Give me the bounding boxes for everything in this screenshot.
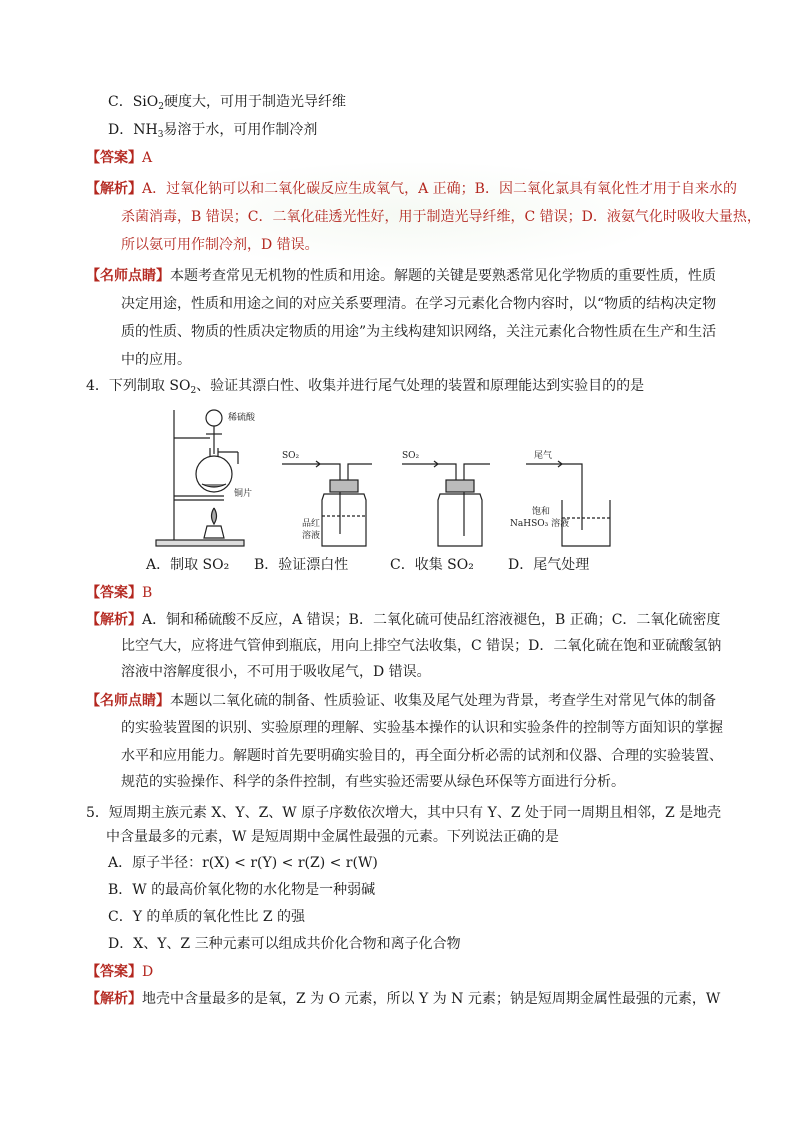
- caption-c: C．收集 SO₂: [390, 557, 474, 573]
- q5-analysis-line-1: 【解析】地壳中含量最多的是氧，Z 为 O 元素，所以 Y 为 N 元素；钠是短周期金属性最强的元素，W: [86, 991, 721, 1007]
- q4-analysis-line-2: 比空气大，应将进气管伸到瓶底，用向上排空气法收集，C 错误；D．二氧化硫在饱和亚硫酸氢钠: [121, 638, 722, 654]
- label-so2-c: SO₂: [402, 451, 420, 461]
- apparatus-d: [526, 461, 610, 546]
- label-dilute-sulfuric-acid: 稀硫酸: [228, 413, 256, 423]
- q5-option-a: A．原子半径：r(X) < r(Y) < r(Z) < r(W): [108, 855, 378, 871]
- q5-option-b: B．W 的最高价氧化物的水化物是一种弱碱: [108, 882, 376, 898]
- label-copper: 铜片: [234, 489, 253, 499]
- apparatus-a: [156, 410, 244, 546]
- q3-answer: 【答案】A: [86, 150, 153, 166]
- q4-comment-line-1: 【名师点睛】本题以二氧化硫的制备、性质验证、收集及尾气处理为背景，考查学生对常见气体的制备: [86, 693, 716, 709]
- q5-stem-line-2: 中含量最多的元素，W 是短周期中金属性最强的元素。下列说法正确的是: [106, 829, 559, 845]
- apparatus-figure: [152, 404, 622, 552]
- option-c: C．SiO$_2$硬度大，可用于制造光导纤维: [108, 94, 346, 112]
- apparatus-c: [402, 461, 490, 546]
- label-so2-b: SO₂: [282, 451, 300, 461]
- q4-comment-line-4: 规范的实验操作、科学的条件控制，有些实验还需要从绿色环保等方面进行分析。: [121, 774, 625, 790]
- label-nahso3: NaHSO₃ 溶液: [510, 519, 570, 529]
- q5-stem-line-1: 5．短周期主族元素 X、Y、Z、W 原子序数依次增大，其中只有 Y、Z 处于同一周期且相邻，Z 是地壳: [86, 805, 722, 821]
- caption-b: B．验证漂白性: [254, 557, 349, 573]
- option-d: D．$NH_3$易溶于水，可用作制冷剂: [108, 122, 318, 140]
- q5-answer: 【答案】D: [86, 964, 154, 980]
- caption-d: D．尾气处理: [508, 557, 590, 573]
- apparatus-b: [282, 461, 372, 546]
- q4-comment-line-3: 水平和应用能力。解题时首先要明确实验目的，再全面分析必需的试剂和仪器、合理的实验装置、: [121, 748, 723, 764]
- q4-comment-line-2: 的实验装置图的识别、实验原理的理解、实验基本操作的认识和实验条件的控制等方面知识的掌握: [121, 720, 723, 736]
- q3-comment-line-4: 中的应用。: [121, 352, 191, 368]
- q4-stem: 4．下列制取 $SO_2$、验证其漂白性、收集并进行尾气处理的装置和原理能达到实验目的的是: [86, 378, 645, 396]
- q4-analysis-line-3: 溶液中溶解度很小，不可用于吸收尾气，D 错误。: [121, 664, 431, 680]
- label-pinhong: 品红: [302, 519, 321, 529]
- q3-comment-line-2: 决定用途，性质和用途之间的对应关系要理清。在学习元素化合物内容时，以“物质的结构决定物: [121, 296, 717, 312]
- q3-comment-line-1: 【名师点睛】本题考查常见无机物的性质和用途。解题的关键是要熟悉常见化学物质的重要性质，性质: [86, 268, 716, 284]
- caption-a: A．制取 SO₂: [146, 557, 230, 573]
- label-solution: 溶液: [302, 531, 321, 541]
- q3-analysis-line-2: 杀菌消毒，B 错误；C．二氧化硅透光性好，用于制造光导纤维，C 错误；D．液氨气化时吸收大量热，: [121, 209, 761, 225]
- q5-option-d: D．X、Y、Z 三种元素可以组成共价化合物和离子化合物: [108, 936, 461, 952]
- label-tail-gas: 尾气: [534, 451, 553, 461]
- q3-comment-line-3: 质的性质、物质的性质决定物质的用途”为主线构建知识网络，关注元素化合物性质在生产和生活: [121, 324, 717, 340]
- q4-answer: 【答案】B: [86, 585, 153, 601]
- q3-analysis-line-3: 所以氨可用作制冷剂，D 错误。: [121, 237, 319, 253]
- q4-analysis-line-1: 【解析】A．铜和稀硫酸不反应，A 错误；B．二氧化硫可使品红溶液褪色，B 正确；C．二氧化硫密度: [86, 612, 721, 628]
- q3-analysis-line-1: 【解析】A．过氧化钠可以和二氧化碳反应生成氧气，A 正确；B．因二氧化氯具有氧化性才用于自来水的: [86, 181, 737, 197]
- label-saturated: 饱和: [532, 507, 551, 517]
- q5-option-c: C．Y 的单质的氧化性比 Z 的强: [108, 909, 306, 925]
